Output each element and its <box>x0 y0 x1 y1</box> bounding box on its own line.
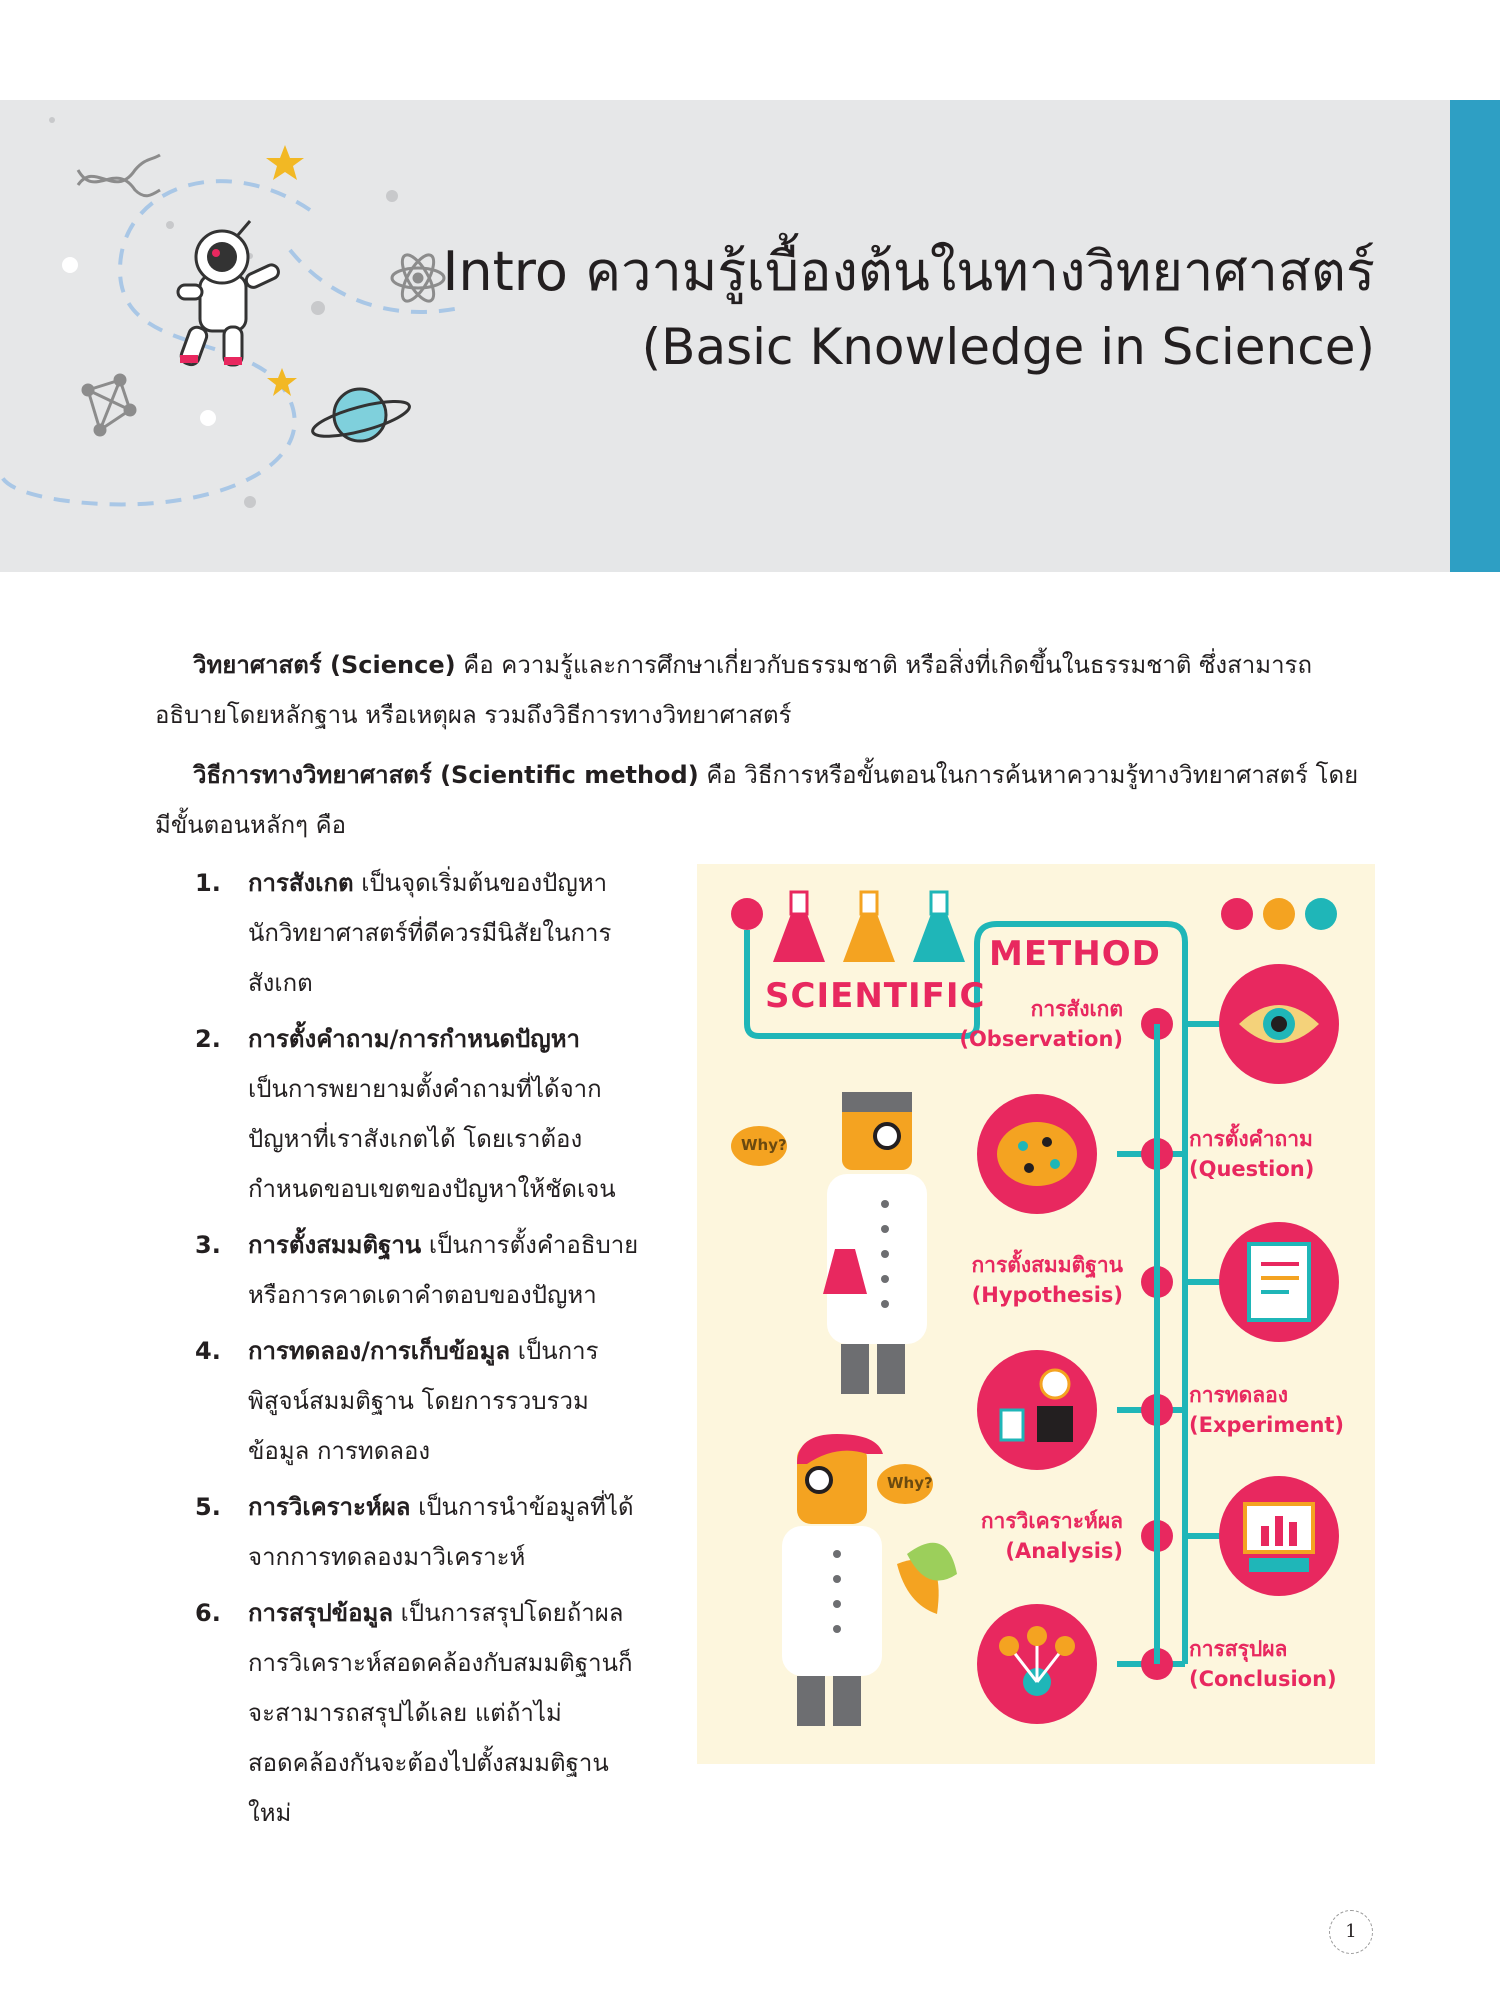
planet-icon <box>310 389 413 443</box>
list-item <box>195 1014 645 1214</box>
science-def-line1: คือ ความรู้และการศึกษาเกี่ยวกับธรรมชาติ หรือสิ่งที่เกิดขึ้นในธรรมชาติ ซึ่งสามารถ <box>455 651 1312 679</box>
header-accent-bar <box>1450 100 1500 572</box>
infographic-title-method: METHOD <box>989 934 1161 974</box>
method-def-line2: มีขั้นตอนหลักๆ คือ <box>155 811 347 839</box>
header-banner <box>0 100 1500 572</box>
label-analysis <box>981 1506 1123 1566</box>
step-text: เป็นการสรุปโดยถ้าผลการวิเคราะห์สอดคล้องกับสมมติฐานก็จะสามารถสรุปได้เลย แต่ถ้าไม่สอดคล้องกันจะต้องไปตั้งสมมติฐานใหม่ <box>248 1599 633 1827</box>
step-term: การสรุปข้อมูล <box>248 1599 394 1627</box>
step-text: เป็นการตั้งคำอธิบายหรือการคาดเดาคำตอบของปัญหา <box>248 1231 639 1309</box>
page-title: Intro ความรู้เบื้องต้นในทางวิทยาศาสตร์ <box>442 240 1375 303</box>
star-icon <box>266 145 304 180</box>
label-question <box>1189 1124 1314 1184</box>
flask-icon <box>913 892 965 962</box>
science-def-line2: อธิบายโดยหลักฐาน หรือเหตุผล รวมถึงวิธีการทางวิทยาศาสตร์ <box>155 701 792 729</box>
label-conclusion <box>1189 1634 1337 1694</box>
science-term: วิทยาศาสตร์ (Science) <box>193 651 456 679</box>
method-definition <box>155 750 1375 850</box>
step-text: เป็นการพิสูจน์สมมติฐาน โดยการรวบรวมข้อมูล การทดลอง <box>248 1337 599 1465</box>
step-number: 2. <box>195 1025 221 1053</box>
label-en: (Hypothesis) <box>971 1283 1123 1307</box>
list-item <box>195 1326 645 1476</box>
network-icon <box>977 1604 1097 1724</box>
brain-icon <box>977 1094 1097 1214</box>
step-number: 4. <box>195 1337 221 1365</box>
step-term: การทดลอง/การเก็บข้อมูล <box>248 1337 511 1365</box>
step-term: การตั้งสมมติฐาน <box>248 1231 422 1259</box>
method-term: วิธีการทางวิทยาศาสตร์ (Scientific method) <box>193 761 699 789</box>
space-illustration <box>0 100 460 572</box>
page-subtitle: (Basic Knowledge in Science) <box>641 318 1375 376</box>
why-bubble: Why? <box>741 1136 787 1154</box>
step-term: การตั้งคำถาม/การกำหนดปัญหา <box>248 1025 581 1053</box>
label-en: (Observation) <box>959 1027 1123 1051</box>
list-item <box>195 1220 645 1320</box>
label-th: การตั้งสมมติฐาน <box>971 1253 1123 1277</box>
clipboard-icon <box>1219 1222 1339 1342</box>
dna-icon <box>78 155 160 196</box>
orbit-path <box>0 181 310 504</box>
method-def-line1: คือ วิธีการหรือขั้นตอนในการค้นหาความรู้ทางวิทยาศาสตร์ โดย <box>698 761 1359 789</box>
atom-icon <box>392 250 444 305</box>
eye-icon <box>1219 964 1339 1084</box>
list-item <box>195 1588 645 1838</box>
method-steps-list <box>195 858 645 1844</box>
molecule-icon <box>83 375 135 435</box>
star-icon <box>267 368 297 396</box>
label-en: (Conclusion) <box>1189 1667 1337 1691</box>
scientific-method-infographic <box>697 864 1375 1764</box>
step-number: 6. <box>195 1599 221 1627</box>
astronaut-icon <box>178 221 281 367</box>
step-text: เป็นการนำข้อมูลที่ได้จากการทดลองมาวิเคราะห์ <box>248 1493 634 1571</box>
label-experiment <box>1189 1380 1344 1440</box>
list-item <box>195 1482 645 1582</box>
label-hypothesis <box>971 1250 1123 1310</box>
label-en: (Question) <box>1189 1157 1315 1181</box>
computer-icon <box>1219 1476 1339 1596</box>
label-en: (Experiment) <box>1189 1413 1345 1437</box>
label-en: (Analysis) <box>1005 1539 1123 1563</box>
step-number: 5. <box>195 1493 221 1521</box>
lab-icon <box>977 1350 1097 1470</box>
label-th: การวิเคราะห์ผล <box>980 1509 1123 1533</box>
list-item <box>195 858 645 1008</box>
step-number: 1. <box>195 869 221 897</box>
scientist-man-icon <box>823 1092 927 1394</box>
label-th: การทดลอง <box>1189 1383 1289 1407</box>
label-th: การสรุปผล <box>1189 1637 1288 1661</box>
step-term: การวิเคราะห์ผล <box>248 1493 411 1521</box>
why-bubble: Why? <box>887 1474 933 1492</box>
step-number: 3. <box>195 1231 221 1259</box>
step-text: เป็นจุดเริ่มต้นของปัญหา นักวิทยาศาสตร์ที่ดีควรมีนิสัยในการสังเกต <box>248 869 612 997</box>
science-definition <box>155 640 1375 740</box>
label-observation <box>959 994 1123 1054</box>
infographic-title-scientific: SCIENTIFIC <box>765 976 986 1016</box>
flask-icon <box>773 892 825 962</box>
step-text: เป็นการพยายามตั้งคำถามที่ได้จากปัญหาที่เราสังเกตได้ โดยเราต้องกำหนดขอบเขตของปัญหาให้ชัดเจน <box>248 1075 616 1203</box>
label-th: การตั้งคำถาม <box>1189 1127 1313 1151</box>
step-term: การสังเกต <box>248 869 354 897</box>
label-th: การสังเกต <box>1030 997 1123 1021</box>
page-number: 1 <box>1329 1910 1373 1954</box>
flask-icon <box>843 892 895 962</box>
